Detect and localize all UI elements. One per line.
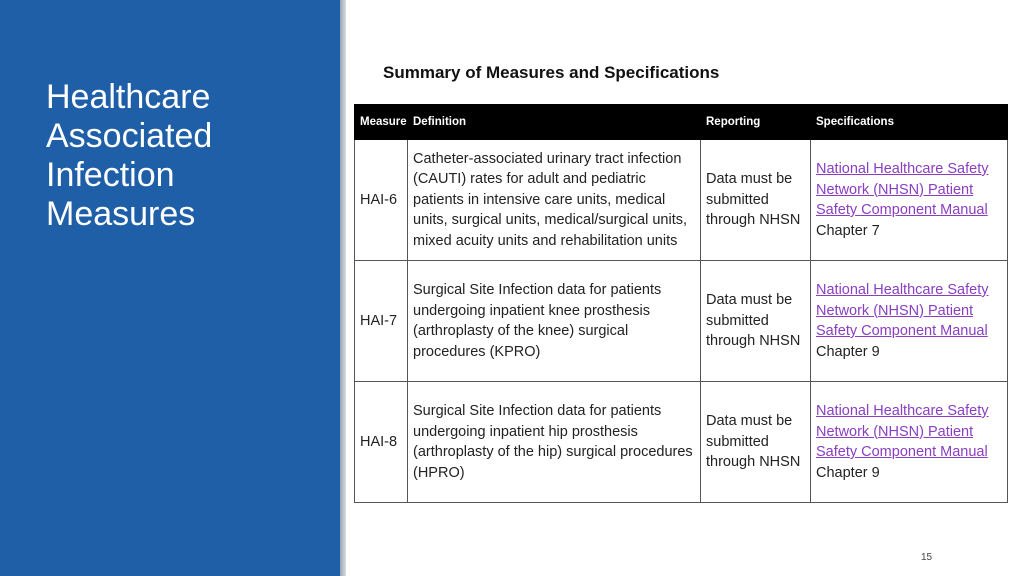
nhsn-manual-link[interactable]: National Healthcare Safety Network (NHSN) Patient Safety Component Manual bbox=[816, 403, 989, 460]
measures-table bbox=[354, 104, 1008, 503]
page-number: 15 bbox=[921, 552, 933, 563]
measure-definition: Surgical Site Infection data for patients undergoing inpatient hip prosthesis (arthroplasty of the hip) surgical procedures (HPRO) bbox=[408, 382, 701, 503]
measure-definition: Catheter-associated urinary tract infection (CAUTI) rates for adult and pediatric patients in intensive care units, medical units, surgical units, medical/surgical units, mixed acuity units and rehabilitation units bbox=[408, 140, 701, 261]
measure-reporting: Data must be submitted through NHSN bbox=[701, 140, 811, 261]
measure-id: HAI-6 bbox=[355, 140, 408, 261]
table-header-row bbox=[355, 105, 1008, 140]
chapter-text: Chapter 9 bbox=[816, 343, 880, 360]
chapter-text: Chapter 7 bbox=[816, 222, 880, 239]
header-measure: Measure bbox=[355, 105, 408, 140]
sidebar-panel bbox=[0, 0, 340, 576]
measure-reporting: Data must be submitted through NHSN bbox=[701, 382, 811, 503]
table-row bbox=[355, 382, 1008, 503]
slide-title: Healthcare Associated Infection Measures bbox=[46, 78, 213, 233]
sidebar-divider bbox=[340, 0, 346, 576]
measure-specification bbox=[811, 382, 1008, 503]
table-row bbox=[355, 140, 1008, 261]
measure-id: HAI-7 bbox=[355, 261, 408, 382]
measure-reporting: Data must be submitted through NHSN bbox=[701, 261, 811, 382]
header-reporting: Reporting bbox=[701, 105, 811, 140]
summary-title: Summary of Measures and Specifications bbox=[383, 63, 720, 82]
measure-definition: Surgical Site Infection data for patients undergoing inpatient knee prosthesis (arthroplasty of the knee) surgical procedures (KPRO) bbox=[408, 261, 701, 382]
header-specifications: Specifications bbox=[811, 105, 1008, 140]
table-row bbox=[355, 261, 1008, 382]
nhsn-manual-link[interactable]: National Healthcare Safety Network (NHSN) Patient Safety Component Manual bbox=[816, 282, 989, 339]
measure-specification bbox=[811, 261, 1008, 382]
measure-specification bbox=[811, 140, 1008, 261]
measure-id: HAI-8 bbox=[355, 382, 408, 503]
header-definition: Definition bbox=[408, 105, 701, 140]
nhsn-manual-link[interactable]: National Healthcare Safety Network (NHSN) Patient Safety Component Manual bbox=[816, 161, 989, 218]
chapter-text: Chapter 9 bbox=[816, 464, 880, 481]
